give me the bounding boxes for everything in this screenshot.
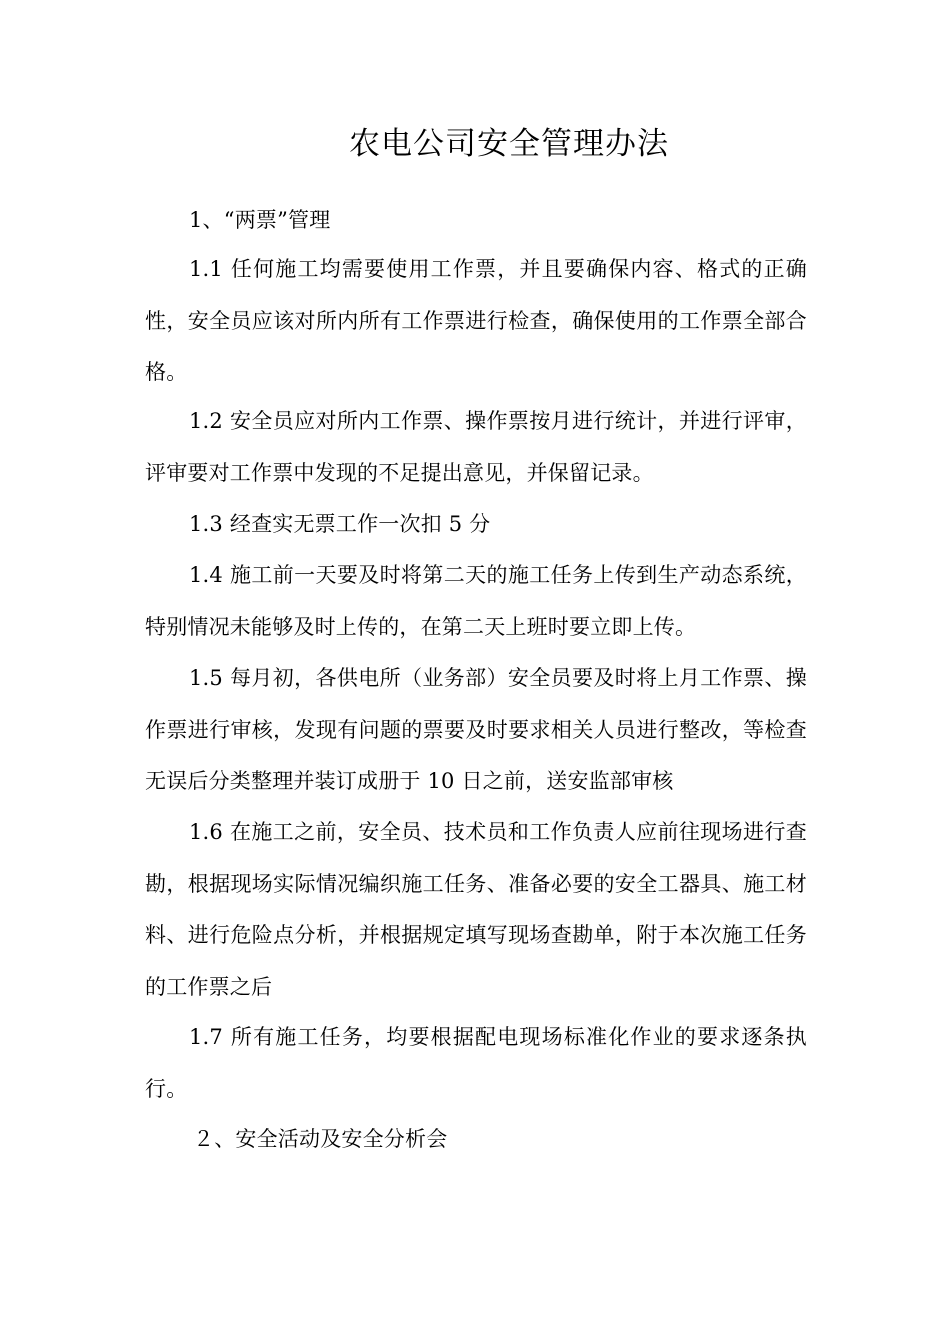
paragraph-1-7: 1.7 所有施工任务，均要根据配电现场标准化作业的要求逐条执行。 [145,1025,807,1101]
document-title: 农电公司安全管理办法 [349,126,669,162]
paragraph-1-6: 1.6 在施工之前，安全员、技术员和工作负责人应前往现场进行查勘，根据现场实际情况编织施工任务、准备必要的安全工器具、施工材料、进行危险点分析，并根据规定填写现场查勘单，附于本次施工任务的工作票之后 [145,820,807,999]
paragraph-1-5: 1.5 每月初，各供电所（业务部）安全员要及时将上月工作票、操作票进行审核，发现有问题的票要及时要求相关人员进行整改，等检查无误后分类整理并装订成册于 10 日之前，送安监部审核 [145,666,807,793]
paragraph-1-2: 1.2 安全员应对所内工作票、操作票按月进行统计，并进行评审，评审要对工作票中发现的不足提出意见，并保留记录。 [145,409,807,485]
section-heading-2: ２、安全活动及安全分析会 [193,1127,448,1151]
paragraph-1-1: 1.1 任何施工均需要使用工作票，并且要确保内容、格式的正确性，安全员应该对所内所有工作票进行检查，确保使用的工作票全部合格。 [145,257,807,384]
section-heading-1: 1、“两票”管理 [189,208,331,232]
paragraph-1-3: 1.3 经查实无票工作一次扣 5 分 [189,512,491,536]
paragraph-1-4: 1.4 施工前一天要及时将第二天的施工任务上传到生产动态系统，特别情况未能够及时上传的，在第二天上班时要立即上传。 [145,563,807,639]
